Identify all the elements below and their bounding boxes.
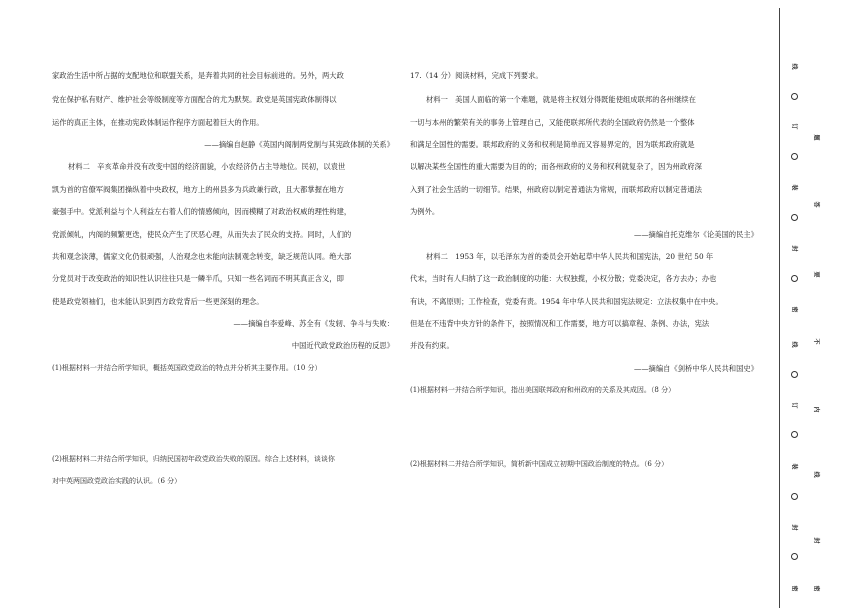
text-line: 使是政党领袖们，也未能认识到西方政党背后一些更深刻的理念。 [52,297,264,306]
question-2: (2)根据材料二并结合所学知识，简析新中国成立初期中国政治制度的特点。（6 分） [410,460,669,468]
citation: ——摘编自赵静《英国内阁制两党制与其宪政体制的关系》 [204,140,394,149]
question-1: (1)根据材料一并结合所学知识，指出美国联邦政府和州政府的关系及其成因。（8 分） [410,386,676,394]
text-line: 材料一 美国人面临的第一个难题，就是将主权划分得既能使组成联邦的各州继续在 [426,95,696,104]
question-2-cont: 对中英两国政党政治实践的认识。（6 分） [52,477,182,485]
strip-char: 封 [790,524,798,531]
text-line: 党在保护私有财产、维护社会等级制度等方面配合的尤为默契。政党是英国宪政体制得以 [52,95,337,104]
text-line: 一切与本州的繁荣有关的事务上管理自己，又能使联邦所代表的全国政府仍然是一个整体 [410,118,695,127]
strip-char: 答 [812,201,820,208]
text-line: 凯为首的官僚军阀集团操纵着中央政权，地方上的州县多为兵政兼行政，且大都掌握在地方 [52,185,344,194]
strip-char: 内 [812,406,820,413]
question-2: (2)根据材料二并结合所学知识，归纳民国初年政党政治失败的原因。综合上述材料，谈谈你 [52,455,335,463]
strip-char: 装 [790,184,798,191]
text-line: 和满足全国性的需要。联邦政府的义务和权利是简单而又容易界定的，因为联邦政府就是 [410,140,695,149]
question-heading: 17.（14 分）阅读材料，完成下列要求。 [410,71,543,80]
punch-hole-icon [791,553,798,560]
punch-hole-icon [791,153,798,160]
citation: ——摘编自《剑桥中华人民共和国史》 [633,364,758,373]
strip-char: 订 [790,123,798,130]
strip-char: 密 [790,306,798,313]
punch-hole-icon [791,214,798,221]
text-line: 材料二 辛亥革命并没有改变中国的经济面貌，小农经济仍占主导地位。民初，以袁世 [68,162,346,171]
punch-hole-icon [791,93,798,100]
question-1: (1)根据材料一并结合所学知识，概括英国政党政治的特点并分析其主要作用。（10 分） [52,364,322,372]
text-line: 家政治生活中所占据的支配地位和联盟关系，是奔着共同的社会目标前进的。另外，两大政 [52,71,344,80]
strip-char: 线 [790,63,798,70]
text-line: 分党员对于改变政治的知识性认识往往只是一鳞半爪，只知一些名词而不明其真正含义，即 [52,274,344,283]
text-line: 共和观念淡薄，儒家文化仍很顽强，人治观念也未能向法制观念转变，缺乏规范认同。绝大部 [52,252,352,261]
punch-hole-icon [791,371,798,378]
strip-char: 题 [812,134,820,141]
strip-char: 要 [812,271,820,278]
text-line: 但是在不违背中央方针的条件下，按照情况和工作需要，地方可以搞章程、条例、办法，宪法 [410,319,710,328]
citation: ——摘编自李爱峰、苏全有《发轫、争斗与失败： [233,319,394,328]
strip-char: 密 [812,585,820,592]
strip-char: 线 [812,471,820,478]
strip-char: 封 [790,245,798,252]
strip-char: 订 [790,402,798,409]
strip-char: 不 [812,338,820,345]
text-line: 运作的真正主体，在推动宪政体制运作程序方面起着巨大的作用。 [52,118,264,127]
text-line: 有诀，不离原则；工作检查，党委有责。1954 年中华人民共和国宪法规定：立法权集中在中央。 [410,297,723,306]
citation: 中国近代政党政治历程的反思》 [291,341,394,350]
citation: ——摘编自托克维尔《论美国的民主》 [633,230,758,239]
strip-char: 装 [790,463,798,470]
text-line: 入到了社会生活的一切细节。结果，州政府以制定普通法为常规，而联邦政府以制定普通法 [410,185,702,194]
text-line: 豪强手中。党派利益与个人利益左右着人们的情感倾向，因而模糊了对政治权威的理性构建， [52,207,352,216]
strip-char: 密 [790,585,798,592]
text-line: 以解决某些全国性的重大需要为目的的；而各州政府的义务和权利就复杂了，因为州政府深 [410,162,702,171]
strip-char: 线 [790,341,798,348]
text-line: 材料二 1953 年，以毛泽东为首的委员会开始起草中华人民共和国宪法，20 世纪 50 年 [426,252,714,261]
punch-hole-icon [791,275,798,282]
punch-hole-icon [791,431,798,438]
binding-line [779,8,780,608]
text-line: 党派倾轧，内阁的频繁更迭，使民众产生了厌恶心理，从而失去了民众的支持。同时，人们的 [52,230,352,239]
strip-char: 封 [812,537,820,544]
punch-hole-icon [791,493,798,500]
text-line: 为例外。 [410,207,440,216]
text-line: 代末，当时有人归纳了这一政治制度的功能：大权独揽，小权分散；党委决定，各方去办；办也 [410,274,717,283]
text-line: 并没有约束。 [410,341,454,350]
